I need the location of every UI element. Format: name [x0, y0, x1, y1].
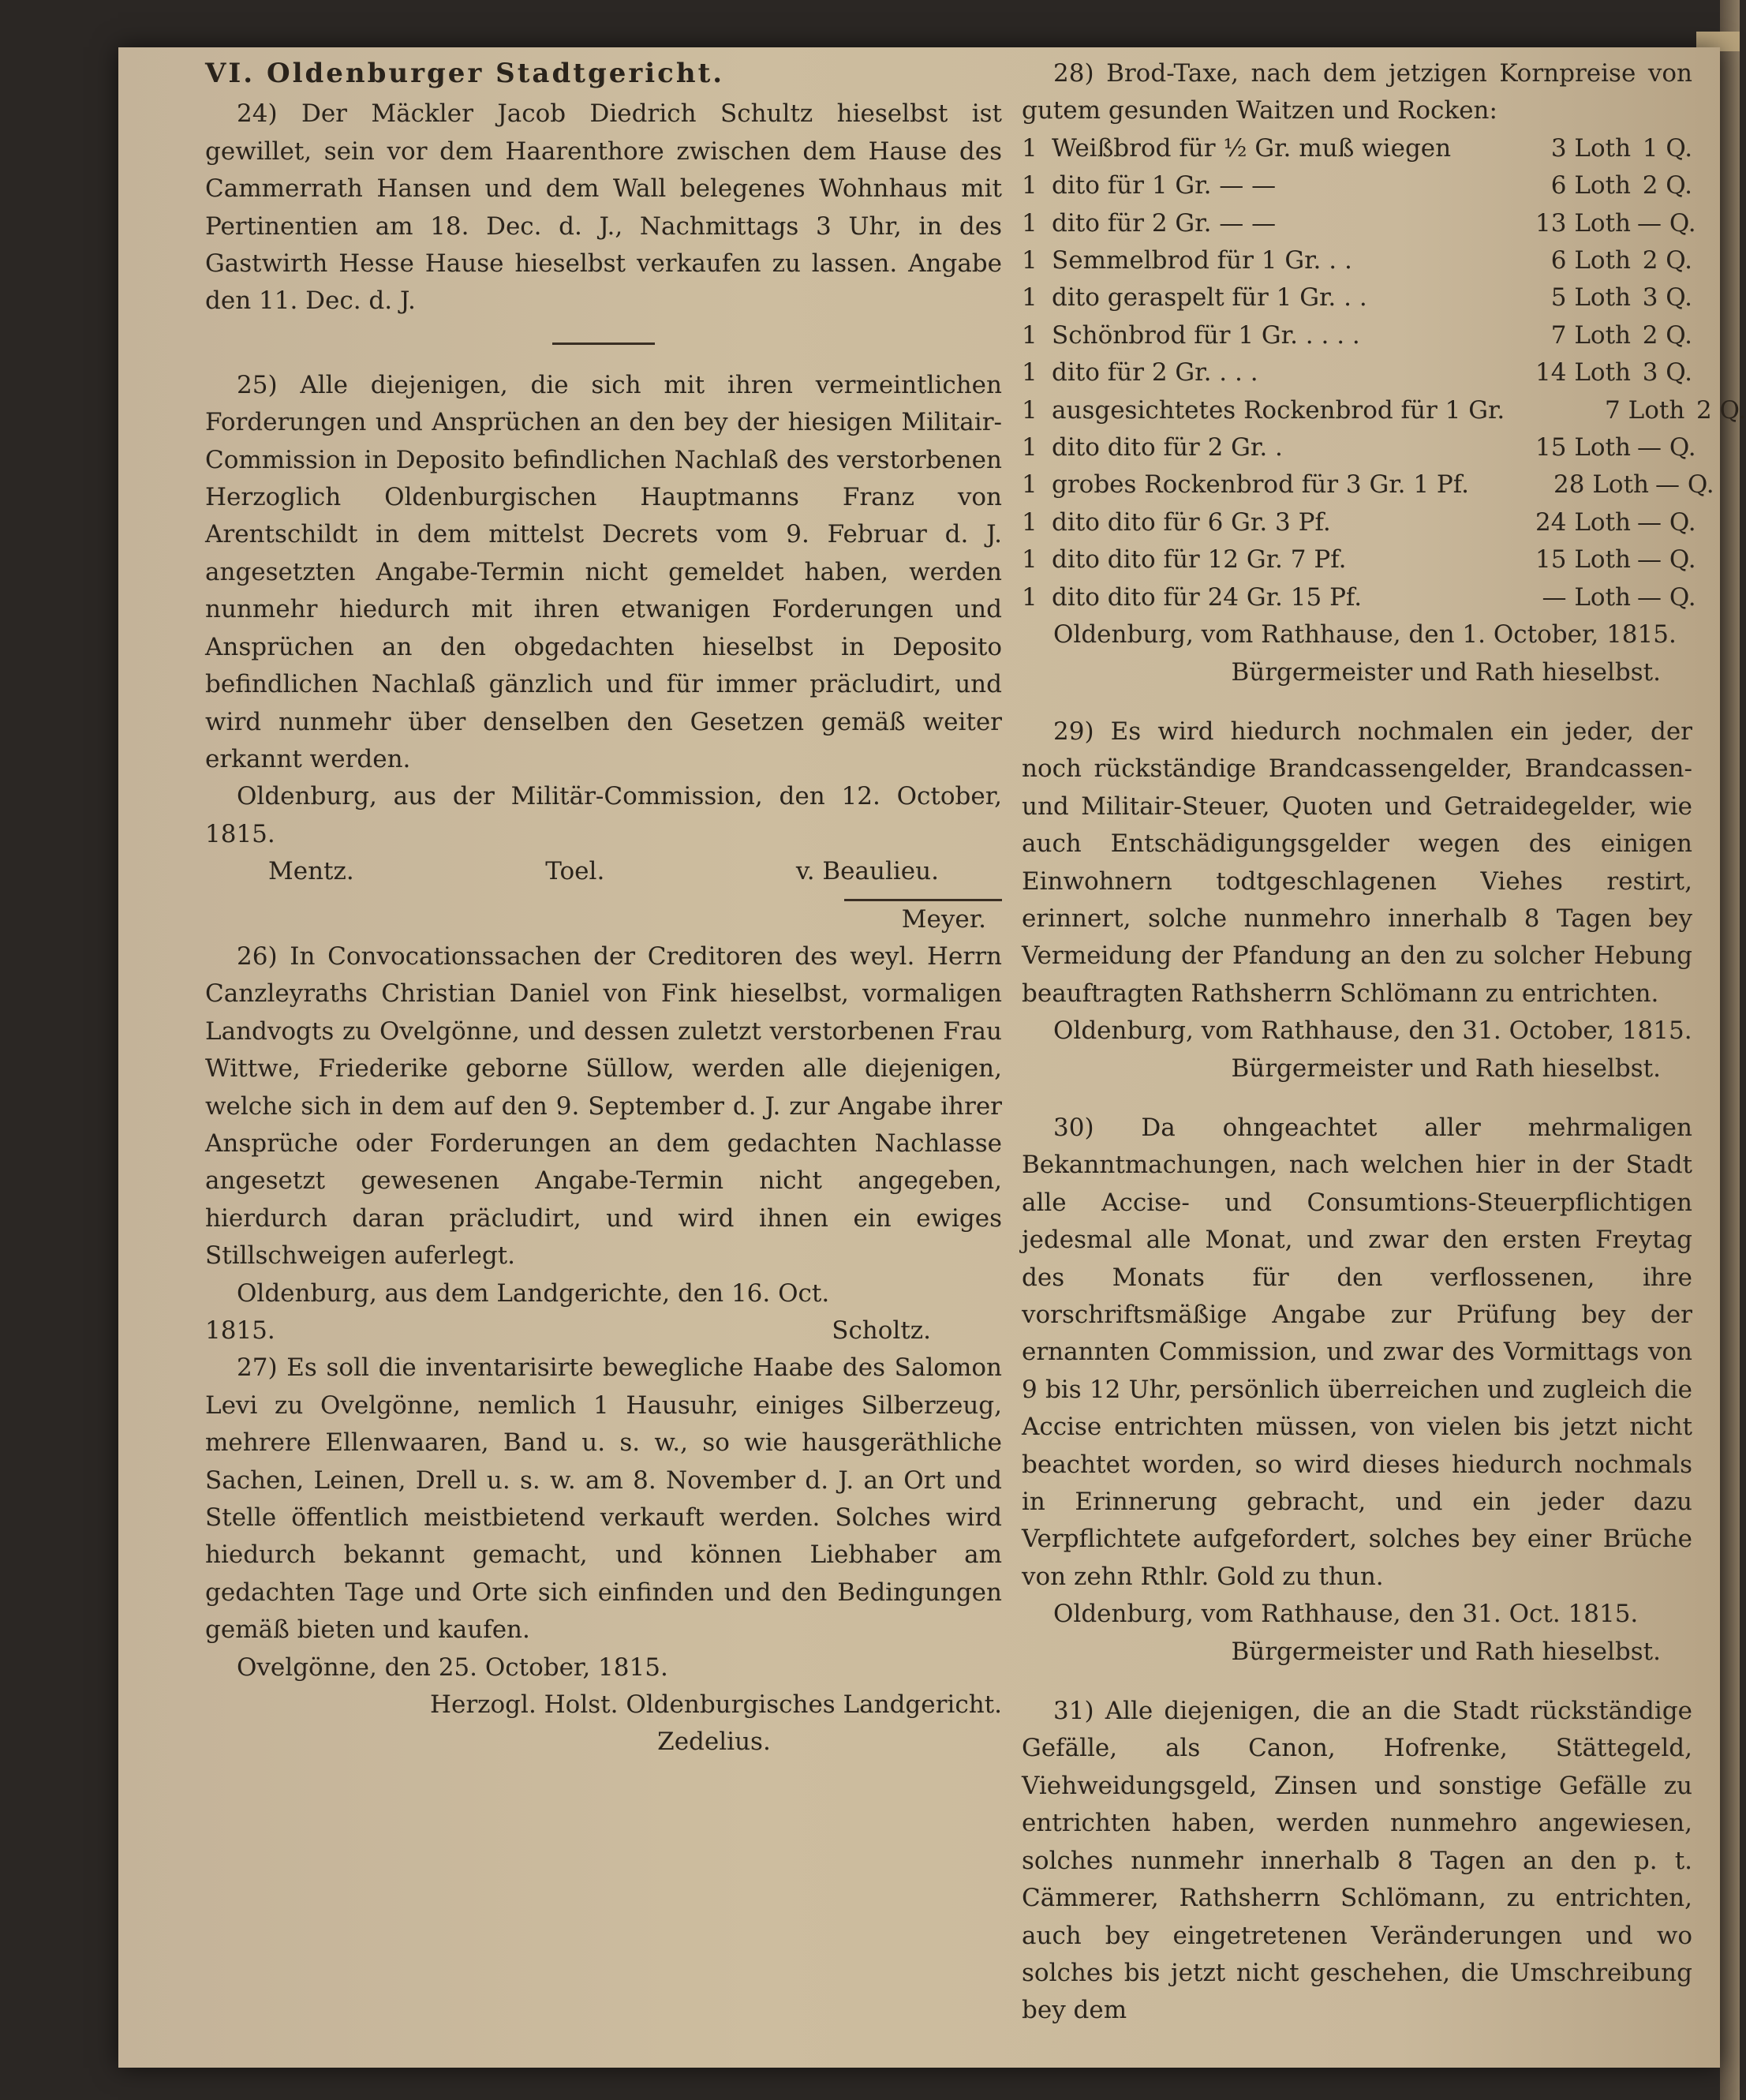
tax-item: ausgesichtetes Rockenbrod für 1 Gr.	[1052, 395, 1505, 425]
signature: Scholtz.	[832, 1316, 931, 1345]
tax-weight: 6 Loth	[1550, 171, 1631, 200]
tax-quentchen: — Q.	[1655, 470, 1714, 500]
tax-row	[1022, 279, 1692, 316]
tax-quentchen: — Q.	[1637, 208, 1696, 238]
tax-item: dito für 2 Gr. — —	[1052, 208, 1277, 238]
tax-count: 1	[1022, 470, 1038, 500]
tax-row	[1022, 466, 1714, 503]
tax-quentchen: 3 Q.	[1642, 358, 1692, 387]
tax-count: 1	[1022, 358, 1038, 387]
tax-item: dito dito für 2 Gr. .	[1052, 433, 1283, 462]
notice-30-place: Oldenburg, vom Rathhause, den 31. Oct. 1815.	[1053, 1600, 1639, 1629]
book-edge	[1720, 0, 1740, 2100]
tax-quentchen: 3 Q.	[1642, 283, 1692, 313]
tax-row	[1022, 392, 1746, 429]
tax-quentchen: — Q.	[1637, 582, 1696, 612]
tax-quentchen: — Q.	[1637, 507, 1696, 537]
signature: Bürgermeister und Rath hieselbst.	[1231, 1637, 1661, 1666]
tax-weight: 6 Loth	[1550, 246, 1631, 275]
tax-item: dito für 1 Gr. — —	[1052, 171, 1277, 200]
tax-quentchen: 1 Q.	[1642, 133, 1693, 163]
notice-27-court: Herzogl. Holst. Oldenburgisches Landgericht.	[429, 1690, 1002, 1720]
bread-tax-table	[1022, 130, 1746, 616]
signature: Bürgermeister und Rath hieselbst.	[1231, 1054, 1661, 1083]
tax-count: 1	[1022, 283, 1038, 313]
tax-count: 1	[1022, 171, 1038, 200]
notice-30: 30) Da ohngeachtet aller mehrmaligen Bekanntmachungen, nach welchen hier in der Stadt alle Accise- und Consumtions-Steuerpflichtigen jedesmal alle Monat, und zwar den ersten Freytag des Monats für den verflossenen, ihre vorschriftsmäßige Angabe zur Prüfung bey der ernannten Commission, und zwar des Vormittags von 9 bis 12 Uhr, persönlich überreichen und zugleich die Accise entrichten müssen, von vielen bis jetzt nicht beachtet worden, so wird dieses hiedurch nochmals in Erinnerung gebracht, und ein jeder dazu Verpflichtete aufgefordert, solches bey einer Brüche von zehn Rthlr. Gold zu thun.	[1022, 1113, 1692, 1591]
tax-count: 1	[1022, 545, 1038, 575]
notice-28-place: Oldenburg, vom Rathhause, den 1. October, 1815.	[1053, 620, 1677, 649]
signature: Mentz.	[268, 857, 354, 886]
tax-quentchen: — Q.	[1637, 433, 1696, 462]
tax-row	[1022, 354, 1692, 391]
notice-27-place: Ovelgönne, den 25. October, 1815.	[237, 1653, 668, 1682]
tax-row	[1022, 205, 1696, 242]
tax-row	[1022, 541, 1696, 578]
notice-25-signatures	[205, 853, 1002, 890]
tax-row	[1022, 429, 1696, 466]
signature: Bürgermeister und Rath hieselbst.	[1231, 657, 1661, 687]
tax-item: Schönbrod für 1 Gr. . . . .	[1052, 320, 1360, 350]
tax-quentchen: 2 Q.	[1642, 320, 1692, 350]
notice-28-title: 28) Brod-Taxe, nach dem jetzigen Kornpreise von gutem gesunden Waitzen und Rocken:	[1022, 59, 1692, 125]
tax-weight: 24 Loth	[1535, 507, 1631, 537]
signature: Toel.	[545, 857, 605, 886]
year: 1815.	[205, 1316, 275, 1345]
notice-31: 31) Alle diejenigen, die an die Stadt rückständige Gefälle, als Canon, Hofrenke, Stättegeld, Viehweidungsgeld, Zinsen und sonstige Gefälle zu entrichten haben, werden nunmehro angewiesen, solches nunmehr innerhalb 8 Tagen an den p. t. Cämmerer, Rathsherrn Schlömann, zu entrichten, auch bey eingetretenen Veränderungen und wo solches bis jetzt nicht geschehen, die Umschreibung bey dem	[1022, 1697, 1692, 2025]
tax-row	[1022, 130, 1692, 167]
tax-weight: 15 Loth	[1535, 545, 1631, 575]
tax-weight: 7 Loth	[1550, 320, 1631, 350]
tax-count: 1	[1022, 208, 1038, 238]
tax-item: Semmelbrod für 1 Gr. . .	[1052, 246, 1352, 275]
tax-item: dito geraspelt für 1 Gr. . .	[1052, 283, 1367, 313]
tax-weight: 7 Loth	[1605, 395, 1685, 425]
notice-25-place: Oldenburg, aus der Militär-Commission, den 12. October, 1815.	[205, 782, 1002, 848]
notice-25: 25) Alle diejenigen, die sich mit ihren vermeintlichen Forderungen und Ansprüchen an den bey der hiesigen Militair-Commission in Deposito befindlichen Nachlaß des verstorbenen Herzoglich Oldenburgischen Hauptmanns Franz von Arentschildt in dem mittelst Decrets vom 9. Februar d. J. angesetzten Angabe-Termin nicht gemeldet haben, werden nunmehr hiedurch mit ihren etwanigen Forderungen und Ansprüchen an den obgedachten hieselbst in Deposito befindlichen Nachlaß gänzlich und für immer präcludirt, und wird nunmehr über denselben den Gesetzen gemäß weiter erkannt werden.	[205, 370, 1002, 773]
notice-27: 27) Es soll die inventarisirte bewegliche Haabe des Salomon Levi zu Ovelgönne, nemlich 1 Hausuhr, einiges Silberzeug, mehrere Ellenwaaren, Band u. s. w., so wie hausgeräthliche Sachen, Leinen, Drell u. s. w. am 8. November d. J. an Ort und Stelle öffentlich meistbietend verkauft werden. Solches wird hiedurch bekannt gemacht, und können Liebhaber am gedachten Tage und Orte sich einfinden und den Bedingungen gemäß bieten und kaufen.	[205, 1353, 1002, 1645]
signature: Meyer.	[901, 904, 986, 934]
tax-count: 1	[1022, 320, 1038, 350]
tax-quentchen: 2 Q.	[1642, 246, 1692, 275]
tax-item: dito für 2 Gr. . . .	[1052, 358, 1258, 387]
tax-count: 1	[1022, 133, 1038, 163]
tax-quentchen: 2 Q.	[1642, 171, 1692, 200]
tax-item: dito dito für 12 Gr. 7 Pf.	[1052, 545, 1347, 575]
notice-26-place: Oldenburg, aus dem Landgerichte, den 16. Oct.	[237, 1278, 830, 1308]
tax-count: 1	[1022, 433, 1038, 462]
tax-count: 1	[1022, 507, 1038, 537]
tax-quentchen: — Q.	[1637, 545, 1696, 575]
tax-count: 1	[1022, 246, 1038, 275]
tax-weight: 5 Loth	[1550, 283, 1631, 313]
tax-item: dito dito für 24 Gr. 15 Pf.	[1052, 582, 1363, 612]
tax-count: 1	[1022, 582, 1038, 612]
tax-item: Weißbrod für ½ Gr. muß wiegen	[1052, 133, 1452, 163]
notice-26: 26) In Convocationssachen der Creditoren des weyl. Herrn Canzleyraths Christian Daniel von Fink hieselbst, vormaligen Landvogts zu Ovelgönne, und dessen zuletzt verstorbenen Frau Wittwe, Friederike geborne Süllow, werden alle diejenigen, welche sich in dem auf den 9. September d. J. zur Angabe ihrer Ansprüche oder Forderungen an dem gedachten Nachlasse angesetzt gewesenen Angabe-Termin nicht angegeben, hierdurch daran präcludirt, und wird ihnen ein ewiges Stillschweigen auferlegt.	[205, 941, 1002, 1271]
tax-row	[1022, 167, 1692, 204]
signature: Zedelius.	[657, 1728, 771, 1757]
tax-weight: — Loth	[1542, 582, 1631, 612]
tax-weight: 28 Loth	[1553, 470, 1649, 500]
signature: v. Beaulieu.	[795, 857, 939, 886]
tax-quentchen: 2 Q.	[1696, 395, 1746, 425]
tax-weight: 13 Loth	[1535, 208, 1631, 238]
tax-weight: 14 Loth	[1535, 358, 1631, 387]
tax-item: dito dito für 6 Gr. 3 Pf.	[1052, 507, 1331, 537]
tax-row	[1022, 242, 1692, 279]
notice-29-place: Oldenburg, vom Rathhause, den 31. October, 1815.	[1053, 1016, 1692, 1046]
tax-weight: 15 Loth	[1535, 433, 1631, 462]
tax-row	[1022, 579, 1696, 616]
tax-weight: 3 Loth	[1550, 133, 1632, 163]
notice-29: 29) Es wird hiedurch nochmalen ein jeder, der noch rückständige Brandcassengelder, Brandcassen- und Militair-Steuer, Quoten und Getraidegelder, wie auch Entschädigungsgelder wegen des einigen Einwohnern todtgeschlagenen Viehes restirt, erinnert, solche nunmehro innerhalb 8 Tagen bey Vermeidung der Pfandung an den zu solcher Hebung beauftragten Rathsherrn Schlömann zu entrichten.	[1022, 717, 1692, 1008]
tax-row	[1022, 504, 1696, 541]
tax-item: grobes Rockenbrod für 3 Gr. 1 Pf.	[1052, 470, 1469, 500]
left-column	[205, 55, 1002, 1761]
section-header: VI. Oldenburger Stadtgericht.	[205, 58, 725, 89]
right-column	[1022, 55, 1746, 2030]
tax-row	[1022, 317, 1692, 354]
tax-count: 1	[1022, 395, 1038, 425]
notice-24: 24) Der Mäckler Jacob Diedrich Schultz hieselbst ist gewillet, sein vor dem Haarenthore zwischen dem Hause des Cammerrath Hansen und dem Wall belegenes Wohnhaus mit Pertinentien am 18. Dec. d. J., Nachmittags 3 Uhr, in des Gastwirth Hesse Hause hieselbst verkaufen zu lassen. Angabe den 11. Dec. d. J.	[205, 99, 1002, 316]
notice-26-footer	[205, 1312, 1002, 1349]
